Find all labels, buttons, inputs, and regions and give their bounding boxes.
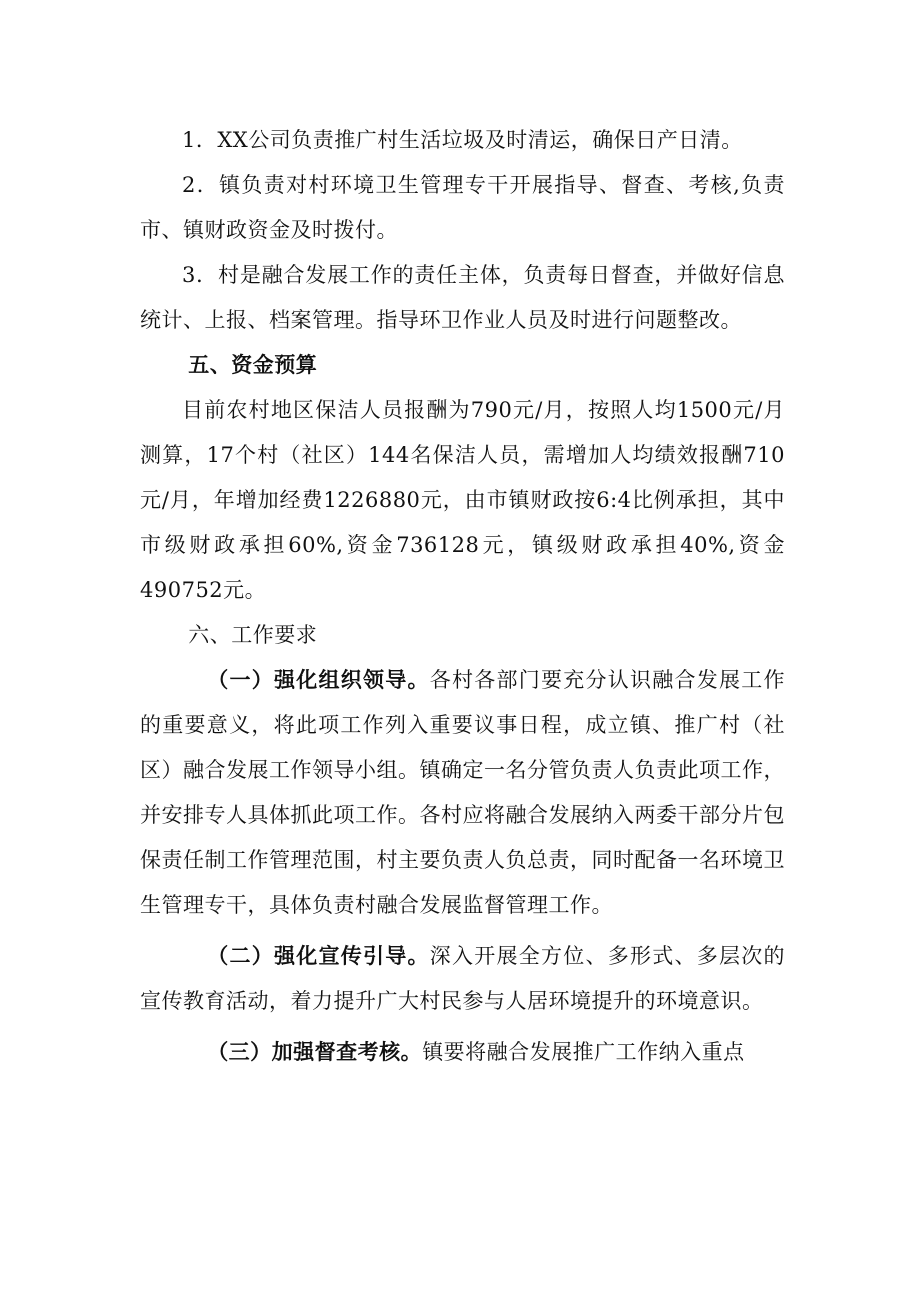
subsection-2 [140,934,785,1024]
subsection-3 [140,1030,785,1075]
subsection-2-body: 深入开展全方位、多形式、多层次的宣传教育活动，着力提升广大村民参与人居环境提升的环境意识。 [140,944,786,1013]
subsection-1-lead: （一）强化组织领导。 [207,668,430,692]
section-5-title: 五、资金预算 [188,353,318,377]
item-2: 2．镇负责对村环境卫生管理专干开展指导、督查、考核,负责市、镇财政资金及时拨付。 [140,173,785,242]
subsection-1 [140,658,785,928]
section-6-title: 六、工作要求 [188,623,318,647]
section-5-body: 目前农村地区保洁人员报酬为790元/月，按照人均1500元/月测算，17个村（社区）144名保洁人员，需增加人均绩效报酬710元/月，年增加经费1226880元，由市镇财政按6:4比例承担，其中市级财政承担60%,资金736128元，镇级财政承担40%,资金490752元。 [140,398,785,602]
subsection-2-lead: （二）强化宣传引导。 [207,944,430,968]
subsection-3-lead: （三）加强督查考核。 [207,1040,423,1064]
item-1: 1．XX公司负责推广村生活垃圾及时清运，确保日产日清。 [182,128,743,152]
document-page [140,118,785,1075]
subsection-1-body: 各村各部门要充分认识融合发展工作的重要意义，将此项工作列入重要议事日程，成立镇、推广村（社区）融合发展工作领导小组。镇确定一名分管负责人负责此项工作，并安排专人具体抓此项工作。各村应将融合发展纳入两委干部分片包保责任制工作管理范围，村主要负责人负总责，同时配备一名环境卫生管理专干，具体负责村融合发展监督管理工作。 [140,668,786,917]
subsection-3-body: 镇要将融合发展推广工作纳入重点 [422,1040,745,1064]
item-3: 3．村是融合发展工作的责任主体，负责每日督查，并做好信息统计、上报、档案管理。指导环卫作业人员及时进行问题整改。 [140,263,785,332]
